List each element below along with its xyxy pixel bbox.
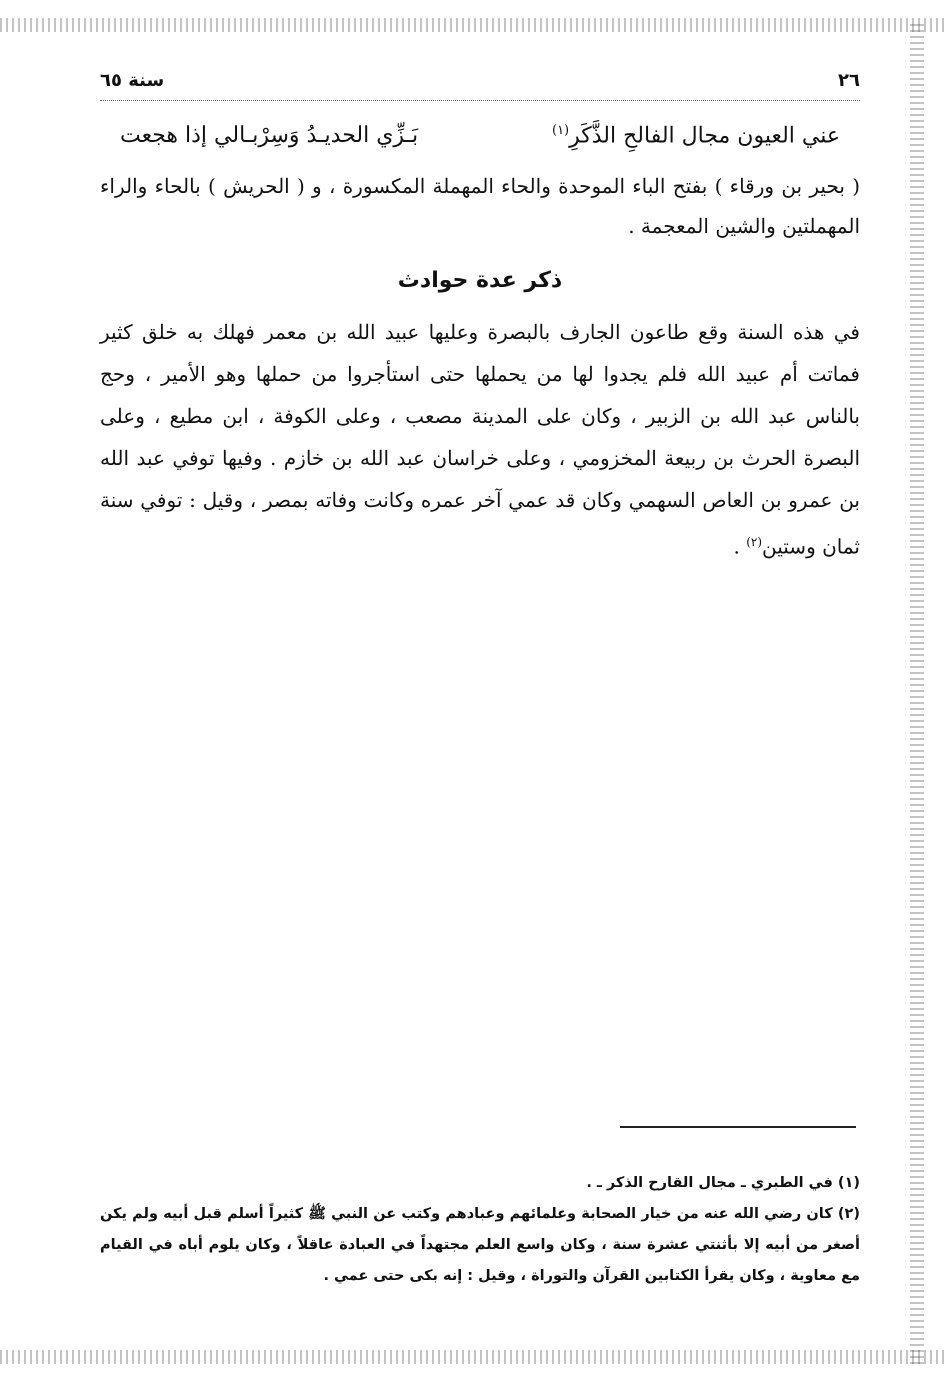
page-content — [100, 70, 860, 568]
footnotes — [100, 1168, 860, 1292]
footnote-marker-1: (١) — [551, 123, 570, 138]
footnote-separator — [620, 1126, 856, 1128]
verse-first-hemistich: عني العيون مجال الفالحِ الذَّكَرِ$^{(١)}$ — [551, 123, 840, 149]
footnote-marker-2: (٢) — [746, 535, 763, 550]
section-heading: ذكر عدة حوادث — [397, 268, 563, 294]
body-paragraph: في هذه السنة وقع طاعون الجارف بالبصرة وعليها عبيد الله بن معمر فهلك به خلق كثير فماتت أم عبيد الله فلم يجدوا لها من يحملها حتى استأجروا من حملها وهو الأمير ، وحج بالناس عبد الله بن الزبير ، وكان على المدينة مصعب ، وعلى الكوفة ، ابن مطيع ، وعلى البصرة الحرث بن ربيعة المخزومي ، وعلى خراسان عبد الله بن خازم . وفيها توفي عبد الله بن عمرو بن العاص السهمي وكان قد عمي آخر عمره وكانت وفاته بمصر ، وقيل : توفي سنة ثمان وستين$^{(٢)}$ . — [100, 320, 860, 559]
page-number: ٢٦ — [838, 70, 860, 91]
footnote-2: (٢) كان رضي الله عنه من خيار الصحابة وعلمائهم وعبادهم وكتب عن النبي ﷺ كثيراً أسلم قبل أبيه ولم يكن أصغر من أبيه إلا بأثنتي عشرة سنة ، وكان واسع العلم مجتهداً في العبادة عاقلاً ، وكان يلوم أباه في القيام مع معاوية ، وكان يقرأ الكتابين القرآن والتوراة ، وقيل : إنه بكى حتى عمي . — [100, 1206, 860, 1284]
decorative-border-bottom — [0, 1350, 947, 1364]
poetry-verse — [100, 123, 860, 148]
verse-second-hemistich: بَـزِّي الحديـدُ وَسِرْبـالي إذا هجعت — [120, 123, 419, 148]
vocalization-note: ( بحير بن ورقاء ) بفتح الباء الموحدة والحاء المهملة المكسورة ، و ( الحريش ) بالحاء والراء المهملتين والشين المعجمة . — [100, 174, 860, 239]
running-head — [100, 70, 860, 101]
year-label: سنة ٦٥ — [100, 70, 165, 91]
footnote-1: (١) في الطبري ـ مجال القارح الذكر ـ . — [586, 1175, 860, 1191]
decorative-border-top — [0, 18, 947, 32]
decorative-border-right — [910, 24, 924, 1364]
